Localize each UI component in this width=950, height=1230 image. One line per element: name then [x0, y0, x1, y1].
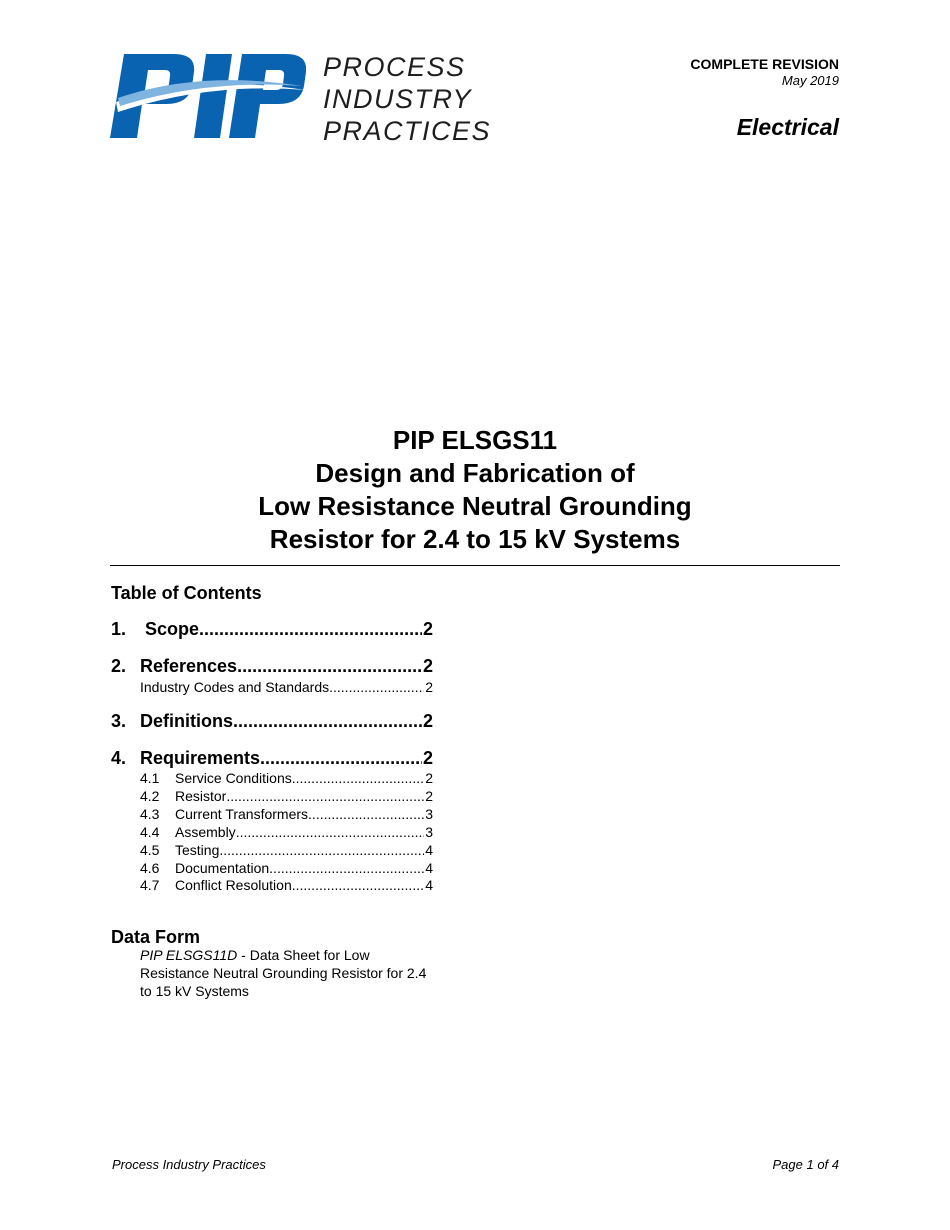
toc-subsection-testing[interactable] [140, 842, 433, 858]
footer-publisher: Process Industry Practices [112, 1157, 266, 1172]
toc-page-number: 4 [425, 842, 433, 858]
toc-section-number: 4. [111, 748, 127, 768]
toc-page-number: 2 [425, 770, 433, 786]
title-line-2: Design and Fabrication of [315, 458, 635, 488]
toc-subsection-number: 4.1 [140, 770, 160, 786]
revision-label: COMPLETE REVISION [690, 56, 839, 72]
toc-subsection-number: 4.5 [140, 842, 160, 858]
toc-subsection-assembly[interactable] [140, 824, 433, 840]
logo-line-2: INDUSTRY [323, 84, 473, 114]
toc-leader [226, 788, 424, 804]
toc-leader [260, 748, 422, 769]
toc-subsection-label: Documentation [175, 860, 270, 876]
toc-subsection-number: 4.2 [140, 788, 160, 804]
toc-subsection-current-transformers[interactable] [140, 806, 433, 822]
toc-subsection-conflict-resolution[interactable] [140, 877, 433, 893]
pip-logo-icon [110, 52, 306, 140]
footer-page-number: Page 1 of 4 [772, 1157, 839, 1172]
toc-page-number: 3 [425, 806, 433, 822]
data-form-description: - Data Sheet for Low Resistance Neutral Grounding Resistor for 2.4 to 15 kV Systems [140, 947, 427, 999]
toc-section-label: Definitions [140, 711, 233, 731]
toc-leader [329, 679, 424, 695]
toc-section-definitions[interactable] [111, 711, 433, 732]
data-form-entry[interactable] [140, 946, 440, 1000]
toc-leader [237, 656, 422, 677]
toc-subsection-label: Current Transformers [175, 806, 309, 822]
toc-leader [269, 860, 424, 876]
toc-section-label: References [140, 656, 238, 676]
toc-subsection-label: Assembly [175, 824, 236, 840]
toc-subsection-industry-codes[interactable] [140, 679, 433, 695]
toc-subsection-label: Resistor [175, 788, 227, 804]
toc-subsection-number: 4.7 [140, 877, 160, 893]
toc-section-number: 3. [111, 711, 127, 731]
title-line-4: Resistor for 2.4 to 15 kV Systems [269, 524, 681, 554]
toc-section-scope[interactable] [111, 619, 433, 640]
toc-section-label: Requirements [140, 748, 261, 768]
toc-page-number: 2 [425, 788, 433, 804]
title-divider [110, 565, 840, 566]
data-form-heading: Data Form [111, 927, 201, 947]
toc-section-requirements[interactable] [111, 748, 433, 769]
toc-section-number: 1. [111, 619, 127, 639]
category-label: Electrical [736, 114, 839, 140]
title-line-1: PIP ELSGS11 [392, 425, 558, 455]
revision-date: May 2019 [781, 73, 839, 88]
revision-block [690, 56, 839, 89]
toc-subsection-service-conditions[interactable] [140, 770, 433, 786]
toc-subsection-label: Testing [175, 842, 220, 858]
logo-line-3: PRACTICES [323, 116, 492, 146]
toc-leader [292, 770, 424, 786]
toc-page-number: 3 [425, 824, 433, 840]
toc-page-number: 2 [422, 711, 433, 731]
title-line-3: Low Resistance Neutral Grounding [258, 491, 692, 521]
toc-subsection-documentation[interactable] [140, 860, 433, 876]
toc-page-number: 4 [425, 860, 433, 876]
logo-wordmark [323, 51, 491, 147]
toc-page-number: 2 [422, 619, 433, 639]
pip-logo-mark [110, 52, 306, 140]
toc-subsection-number: 4.6 [140, 860, 160, 876]
toc-heading: Table of Contents [111, 583, 262, 603]
toc-subsection-resistor[interactable] [140, 788, 433, 804]
toc-page-number: 2 [425, 679, 433, 695]
toc-subsection-number: 4.4 [140, 824, 160, 840]
document-title [110, 424, 840, 556]
toc-page-number: 4 [425, 877, 433, 893]
toc-subsection-label: Service Conditions [175, 770, 292, 786]
logo-line-1: PROCESS [323, 52, 466, 82]
toc-subsection-number: 4.3 [140, 806, 160, 822]
toc-leader [292, 877, 424, 893]
toc-leader [219, 842, 424, 858]
toc-section-number: 2. [111, 656, 127, 676]
toc-leader [308, 806, 424, 822]
toc-page-number: 2 [422, 656, 433, 676]
toc-subsection-label: Conflict Resolution [175, 877, 292, 893]
toc-leader [233, 711, 422, 732]
data-form-doc-id: PIP ELSGS11D [140, 947, 238, 963]
toc-section-label: Scope [145, 619, 200, 639]
toc-leader [199, 619, 422, 640]
toc-subsection-label: Industry Codes and Standards [140, 679, 330, 695]
toc-section-references[interactable] [111, 656, 433, 677]
toc-page-number: 2 [422, 748, 433, 768]
toc-leader [236, 824, 425, 840]
